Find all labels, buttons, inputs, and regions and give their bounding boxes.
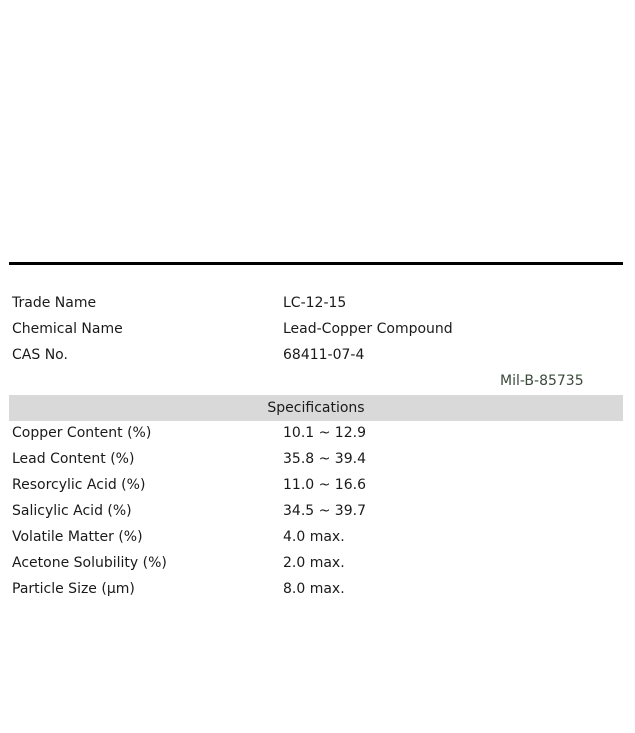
spec-row-lead-content <box>9 447 623 473</box>
spec-value: 4.0 max. <box>283 529 345 545</box>
spec-label: Lead Content (%) <box>12 451 135 467</box>
trade-name-row <box>9 291 623 317</box>
chemical-name-row <box>9 317 623 343</box>
spec-label: Copper Content (%) <box>12 425 152 441</box>
spec-row-salicylic-acid <box>9 499 623 525</box>
chemical-name-value: Lead-Copper Compound <box>283 321 453 337</box>
spec-value: 11.0 ~ 16.6 <box>283 477 366 493</box>
spec-value: 2.0 max. <box>283 555 345 571</box>
top-divider <box>9 262 623 265</box>
spec-value: 10.1 ~ 12.9 <box>283 425 366 441</box>
spec-row-acetone-solubility <box>9 551 623 577</box>
spec-label: Particle Size (μm) <box>12 581 135 597</box>
spec-value: 35.8 ~ 39.4 <box>283 451 366 467</box>
specifications-header: Specifications <box>267 400 365 416</box>
cas-number-row <box>9 343 623 369</box>
cas-number-label: CAS No. <box>12 347 68 363</box>
spec-row-volatile-matter <box>9 525 623 551</box>
specifications-header-bar <box>9 395 623 421</box>
trade-name-label: Trade Name <box>12 295 97 311</box>
chemical-name-label: Chemical Name <box>12 321 123 337</box>
spec-row-copper-content <box>9 421 623 447</box>
spec-value: 34.5 ~ 39.7 <box>283 503 366 519</box>
spec-label: Resorcylic Acid (%) <box>12 477 146 493</box>
mil-spec-reference: Mil-B-85735 <box>500 373 584 389</box>
spec-row-particle-size <box>9 577 623 603</box>
cas-number-value: 68411-07-4 <box>283 347 365 363</box>
spec-value: 8.0 max. <box>283 581 345 597</box>
trade-name-value: LC-12-15 <box>283 295 347 311</box>
spec-label: Acetone Solubility (%) <box>12 555 167 571</box>
spec-row-resorcylic-acid <box>9 473 623 499</box>
spec-label: Volatile Matter (%) <box>12 529 143 545</box>
spec-label: Salicylic Acid (%) <box>12 503 132 519</box>
